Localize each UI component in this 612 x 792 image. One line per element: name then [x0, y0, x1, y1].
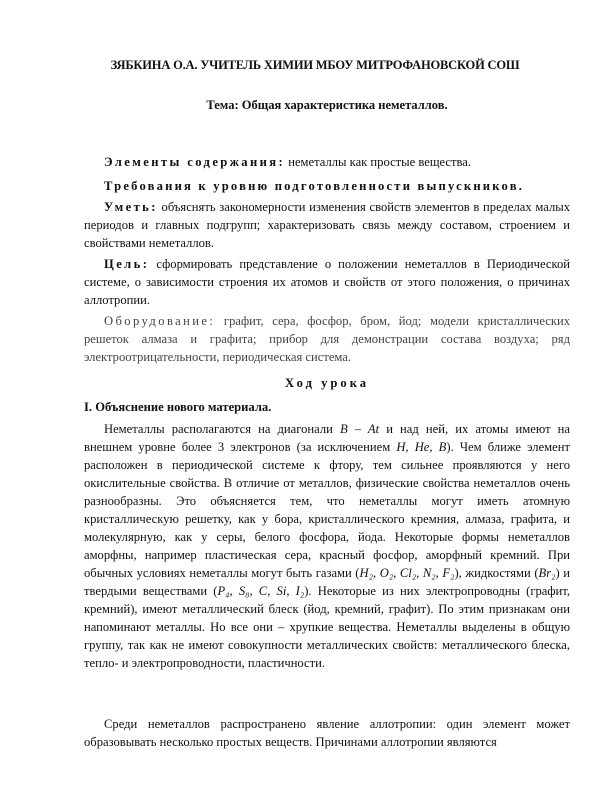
skills-paragraph [84, 198, 570, 252]
p1-text-2: и над ней, их атомы имеют на внешнем уровне более 3 электронов (за исключением [84, 422, 570, 454]
equipment-paragraph [84, 312, 570, 366]
goal-label: Цель: [104, 257, 150, 271]
lesson-topic: Тема: Общая характеристика неметаллов. [206, 98, 448, 112]
p1-formula-5: P₄, S₈, C, Si, I₂ [217, 584, 305, 598]
p1-formula-2: H, He, B [396, 440, 447, 454]
goal-text: сформировать представление о положении неметаллов в Периодической системе, о зависимости строения их атомов и свойств от этого положения, о причинах аллотропии. [84, 257, 570, 307]
content-text: неметаллы как простые вещества. [285, 155, 472, 169]
author-header: ЗЯБКИНА О.А. УЧИТЕЛЬ ХИМИИ МБОУ МИТРОФАНОВСКОЙ СОШ [110, 58, 520, 72]
requirements-heading: Требования к уровню подготовленности выпускников. [104, 179, 525, 193]
section-heading: I. Объяснение нового материала. [84, 400, 272, 414]
equipment-label: Оборудование: [104, 314, 216, 328]
goal-paragraph [84, 255, 570, 309]
p1-text-1: Неметаллы располагаются на диагонали [104, 422, 340, 436]
p1-formula-1: B – At [339, 422, 380, 436]
content-label: Элементы содержания: [104, 155, 286, 169]
p1-text-4: ), жидкостями ( [454, 566, 539, 580]
skills-label: Уметь: [104, 200, 158, 214]
p1-text-3: ). Чем ближе элемент расположен в периодической системе к фтору, тем сильнее проявляются у него окислительные свойства. В отличие от металлов, физические свойства неметаллов очень разнообразны. Это объясняется тем, что неметаллы могут иметь атомную кристаллическую решетку, как у бора, кристаллического кремния, алмаза, графита, и молекулярную, как у серы, белого фосфора, йода. Некоторые формы неметаллов аморфны, например пластическая сера, красный фосфор, аморфный кремний. При обычных условиях неметаллы могут быть газами ( [84, 440, 570, 580]
lesson-heading: Ход урока [284, 376, 370, 390]
p1-text-6: ). Некоторые из них электропроводны (графит, кремний), имеют металлический блеск (йод, кремний, графит). По этим признакам они напоминают металлы. Но все они – хрупкие вещества. Неметаллы выделены в общую группу, так как не имеют совокупности металлических свойств: металлического блеска, тепло- и электропроводности, пластичности. [84, 584, 570, 670]
p1-text-5: ) и твердыми веществами ( [84, 566, 571, 598]
content-elements [104, 153, 570, 171]
equipment-text: графит, сера, фосфор, бром, йод; модели кристаллических решеток алмаза и графита; прибор для демонстрации состава воздуха; ряд электроотрицательности, периодическая система. [84, 314, 570, 364]
body-paragraph-2: Среди неметаллов распространено явление аллотропии: один элемент может образовывать несколько простых веществ. Причинами аллотропии являются [84, 717, 570, 749]
body-paragraph-1 [84, 420, 570, 672]
skills-text: объяснять закономерности изменения свойств элементов в пределах малых периодов и главных подгрупп; характеризовать связь между составом, строением и свойствами неметаллов. [84, 200, 570, 250]
p1-formula-3: H₂, O₂, Cl₂, N₂, F₂ [359, 566, 455, 580]
p1-formula-4: Br₂ [538, 566, 556, 580]
